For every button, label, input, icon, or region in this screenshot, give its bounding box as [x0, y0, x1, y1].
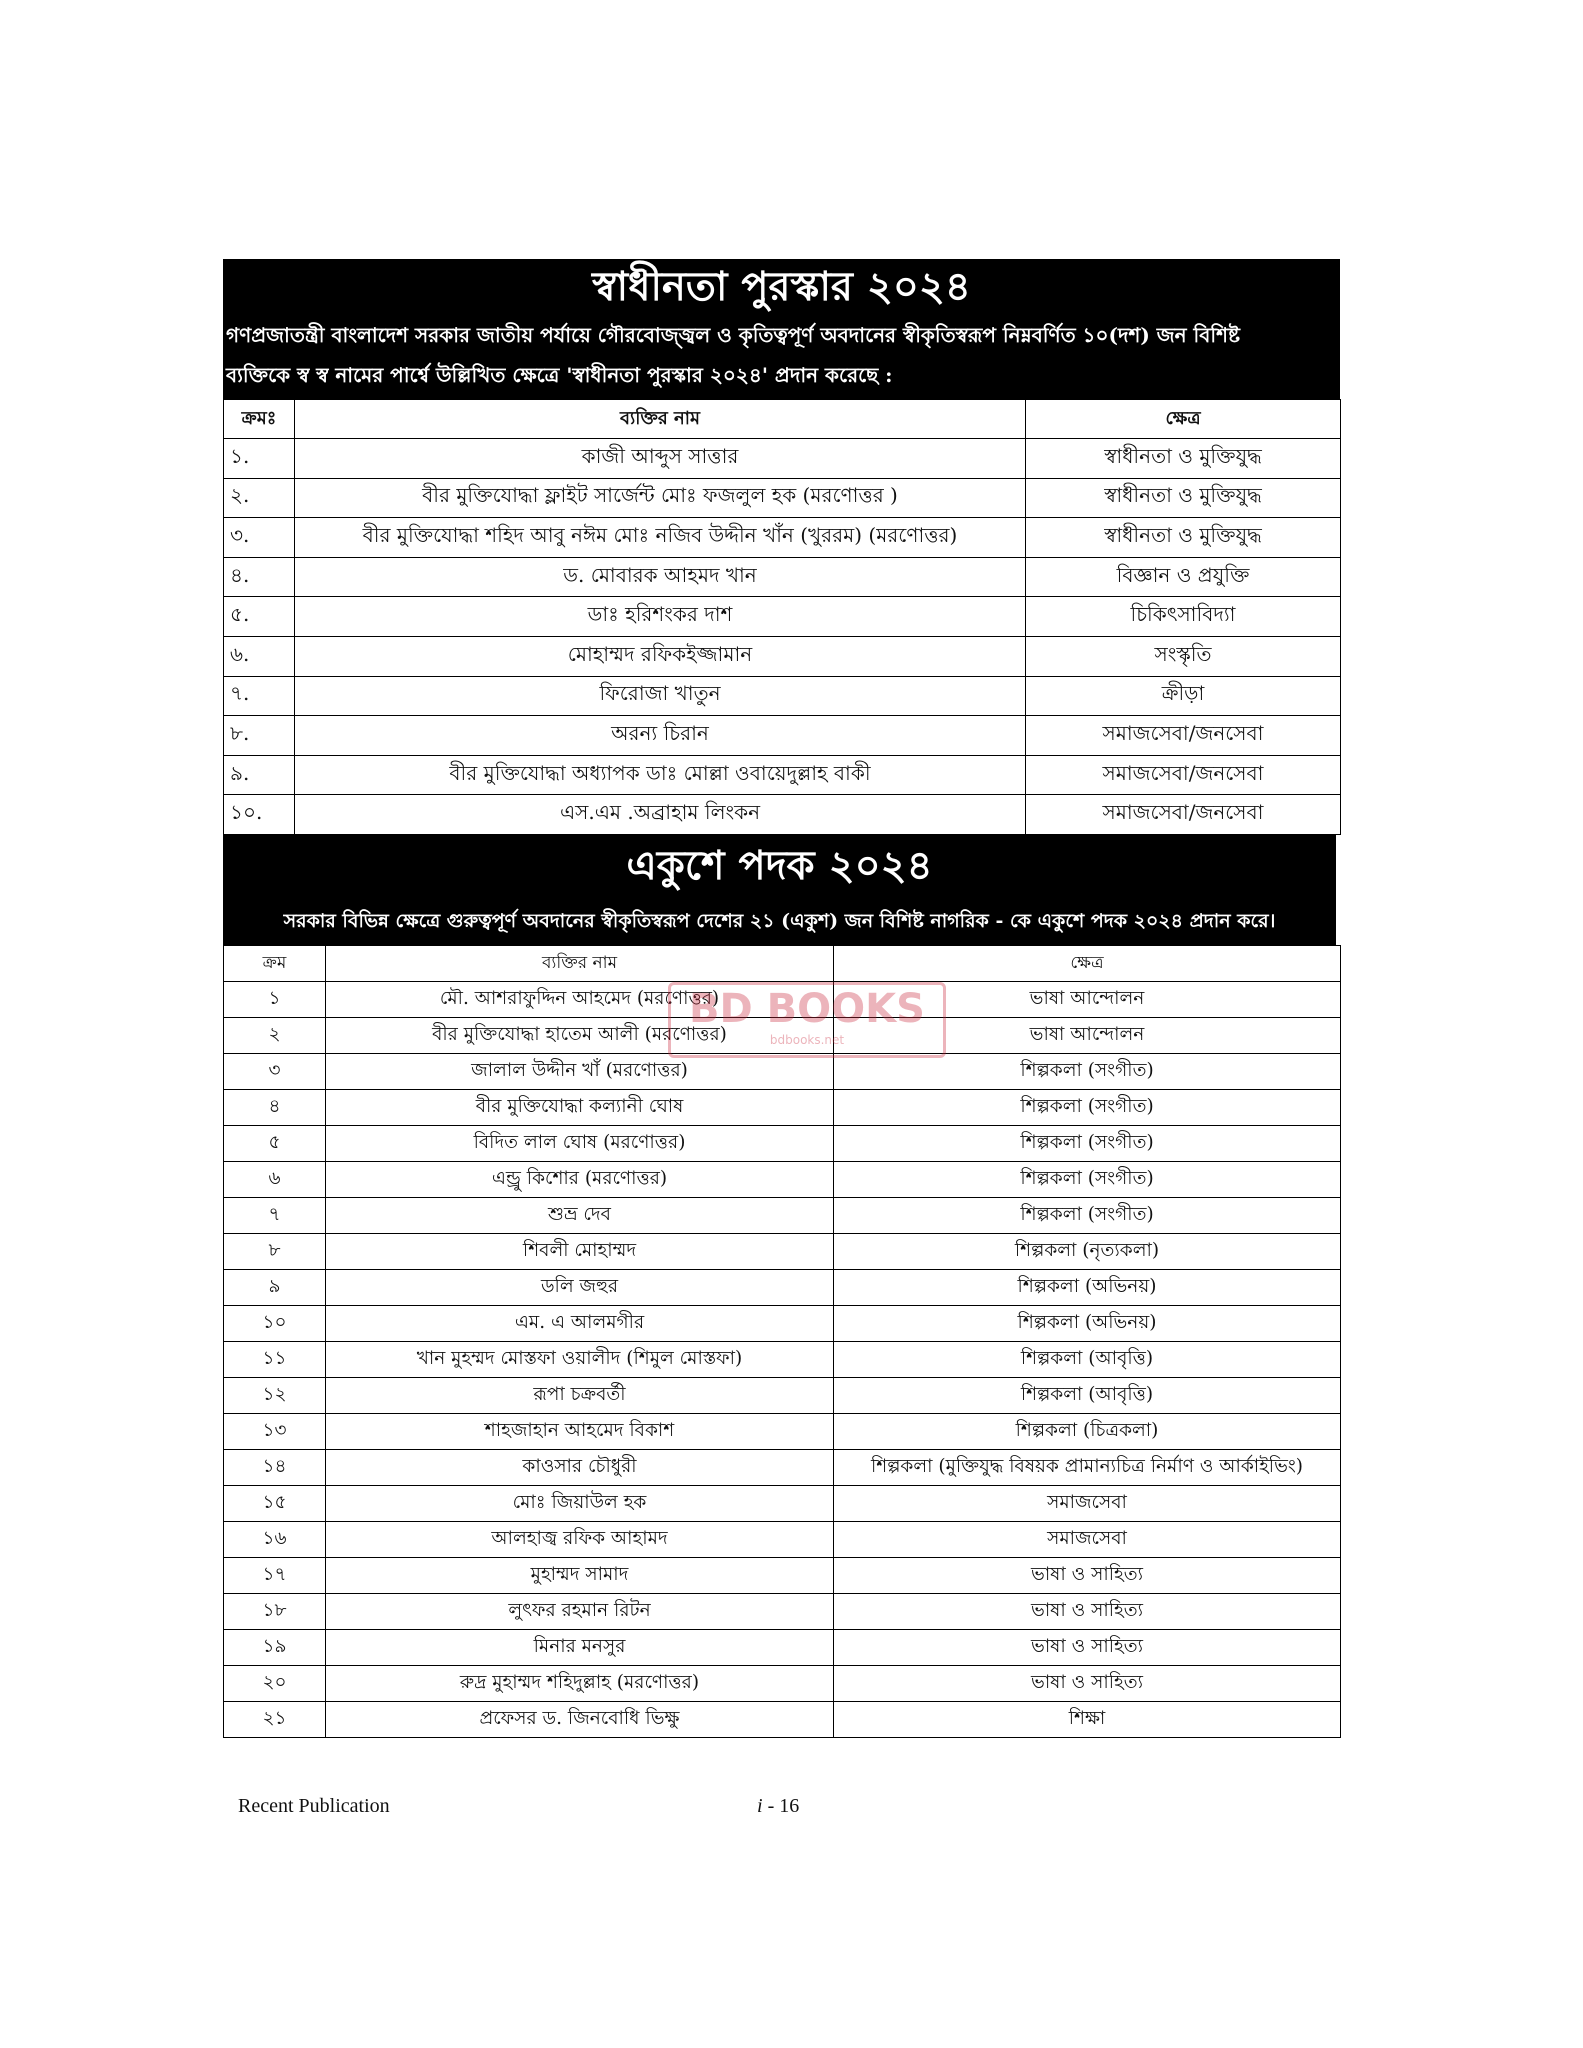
- row-field: শিল্পকলা (মুক্তিযুদ্ধ বিষয়ক প্রামান্যচিত্র নির্মাণ ও আর্কাইভিং): [834, 1450, 1341, 1486]
- row-name: বীর মুক্তিযোদ্ধা হাতেম আলী (মরণোত্তর): [326, 1018, 834, 1054]
- col-header-serial: ক্রমঃ: [224, 400, 295, 439]
- table-row: [224, 1378, 1341, 1414]
- col-header-field: ক্ষেত্র: [834, 946, 1341, 982]
- row-name: শুভ্র দেব: [326, 1198, 834, 1234]
- row-name: জালাল উদ্দীন খাঁ (মরণোত্তর): [326, 1054, 834, 1090]
- table-row: [224, 1666, 1341, 1702]
- row-serial: ৩: [224, 1054, 326, 1090]
- table-row: [224, 1270, 1341, 1306]
- ekushey-intro: সরকার বিভিন্ন ক্ষেত্রে গুরুত্বপূর্ণ অবদানের স্বীকৃতিস্বরূপ দেশের ২১ (একুশ) জন বিশিষ্ট নাগরিক - কে একুশে পদক ২০২৪ প্রদান করে।: [283, 910, 1276, 932]
- row-serial: ১০.: [224, 795, 295, 835]
- table-row: [224, 1162, 1341, 1198]
- col-header-name: ব্যক্তির নাম: [326, 946, 834, 982]
- table-row: [224, 439, 1341, 479]
- row-field: শিল্পকলা (নৃত্যকলা): [834, 1234, 1341, 1270]
- row-serial: ৭: [224, 1198, 326, 1234]
- row-serial: ১৩: [224, 1414, 326, 1450]
- watermark-site: bdbooks.net: [769, 1033, 845, 1047]
- table-row: [224, 1486, 1341, 1522]
- row-name: এম. এ আলমগীর: [326, 1306, 834, 1342]
- table-row: [224, 676, 1341, 716]
- watermark-name: BD BOOKS: [689, 986, 925, 1032]
- row-serial: ১৪: [224, 1450, 326, 1486]
- swadhinata-intro-line-1: গণপ্রজাতন্ত্রী বাংলাদেশ সরকার জাতীয় পর্যায়ে গৌরবোজ্জ্বল ও কৃতিত্বপূর্ণ অবদানের স্বীকৃতিস্বরূপ নিম্নবর্ণিত ১০(দশ) জন বিশিষ্ট: [226, 323, 1240, 347]
- table-row: [224, 1126, 1341, 1162]
- row-name: এস.এম .অব্রাহাম লিংকন: [295, 795, 1026, 835]
- row-name: রূপা চক্রবর্তী: [326, 1378, 834, 1414]
- row-serial: ১.: [224, 439, 295, 479]
- table-row: [224, 1414, 1341, 1450]
- table-row: [224, 1306, 1341, 1342]
- page-number-rest: - 16: [762, 1795, 800, 1817]
- table-row: [224, 1054, 1341, 1090]
- row-name: বীর মুক্তিযোদ্ধা ফ্লাইট সার্জেন্ট মোঃ ফজলুল হক (মরণোত্তর ): [295, 478, 1026, 518]
- page-number: [757, 1795, 799, 1818]
- row-serial: ১৬: [224, 1522, 326, 1558]
- row-name: বীর মুক্তিযোদ্ধা শহিদ আবু নঈম মোঃ নজিব উদ্দীন খাঁন (খুররম) (মরণোত্তর): [295, 518, 1026, 558]
- row-field: স্বাধীনতা ও মুক্তিযুদ্ধ: [1026, 518, 1341, 558]
- row-field: চিকিৎসাবিদ্যা: [1026, 597, 1341, 637]
- swadhinata-section: [223, 259, 1340, 835]
- row-name: বিদিত লাল ঘোষ (মরণোত্তর): [326, 1126, 834, 1162]
- row-field: সমাজসেবা: [834, 1522, 1341, 1558]
- row-name: শিবলী মোহাম্মদ: [326, 1234, 834, 1270]
- row-name: এন্ড্রু কিশোর (মরণোত্তর): [326, 1162, 834, 1198]
- row-name: ডাঃ হরিশংকর দাশ: [295, 597, 1026, 637]
- row-serial: ৪: [224, 1090, 326, 1126]
- row-name: মৌ. আশরাফুদ্দিন আহমেদ (মরণোত্তর): [326, 982, 834, 1018]
- row-serial: ৬: [224, 1162, 326, 1198]
- table-row: [224, 716, 1341, 756]
- row-field: সমাজসেবা/জনসেবা: [1026, 716, 1341, 756]
- row-serial: ৮: [224, 1234, 326, 1270]
- row-serial: ৯: [224, 1270, 326, 1306]
- row-name: শাহজাহান আহমেদ বিকাশ: [326, 1414, 834, 1450]
- row-name: খান মুহম্মদ মোস্তফা ওয়ালীদ (শিমুল মোস্তফা): [326, 1342, 834, 1378]
- table-row: [224, 597, 1341, 637]
- row-name: প্রফেসর ড. জিনবোধি ভিক্ষু: [326, 1702, 834, 1738]
- row-field: শিল্পকলা (সংগীত): [834, 1054, 1341, 1090]
- table-row: [224, 795, 1341, 835]
- ekushey-title: একুশে পদক ২০২৪: [626, 842, 933, 889]
- swadhinata-header-band: [223, 259, 1340, 399]
- row-field: শিল্পকলা (সংগীত): [834, 1162, 1341, 1198]
- row-name: কাওসার চৌধুরী: [326, 1450, 834, 1486]
- row-name: ফিরোজা খাতুন: [295, 676, 1026, 716]
- row-serial: ২১: [224, 1702, 326, 1738]
- col-header-field: ক্ষেত্র: [1026, 400, 1341, 439]
- row-name: ডলি জহুর: [326, 1270, 834, 1306]
- table-row: [224, 1018, 1341, 1054]
- row-name: অরন্য চিরান: [295, 716, 1026, 756]
- row-name: রুদ্র মুহাম্মদ শহিদুল্লাহ (মরণোত্তর): [326, 1666, 834, 1702]
- table-row: [224, 1522, 1341, 1558]
- row-name: মোহাম্মদ রফিকইজ্জামান: [295, 636, 1026, 676]
- row-serial: ৯.: [224, 755, 295, 795]
- ekushey-section: [223, 835, 1340, 1738]
- row-name: বীর মুক্তিযোদ্ধা কল্যানী ঘোষ: [326, 1090, 834, 1126]
- row-name: আলহাজ্ব রফিক আহামদ: [326, 1522, 834, 1558]
- table-row: [224, 1342, 1341, 1378]
- row-field: ক্রীড়া: [1026, 676, 1341, 716]
- row-field: শিক্ষা: [834, 1702, 1341, 1738]
- row-field: শিল্পকলা (আবৃত্তি): [834, 1342, 1341, 1378]
- table-header-row: [224, 400, 1341, 439]
- row-field: সংস্কৃতি: [1026, 636, 1341, 676]
- row-serial: ৫.: [224, 597, 295, 637]
- row-serial: ২.: [224, 478, 295, 518]
- row-field: সমাজসেবা/জনসেবা: [1026, 755, 1341, 795]
- row-name: মুহাম্মদ সামাদ: [326, 1558, 834, 1594]
- table-row: [224, 1702, 1341, 1738]
- row-field: শিল্পকলা (আবৃত্তি): [834, 1378, 1341, 1414]
- table-row: [224, 1198, 1341, 1234]
- page-number-prefix: i: [757, 1795, 763, 1817]
- row-name: মিনার মনসুর: [326, 1630, 834, 1666]
- row-name: মোঃ জিয়াউল হক: [326, 1486, 834, 1522]
- row-field: সমাজসেবা/জনসেবা: [1026, 795, 1341, 835]
- row-name: ড. মোবারক আহমদ খান: [295, 557, 1026, 597]
- row-serial: ৩.: [224, 518, 295, 558]
- row-field: ভাষা আন্দোলন: [834, 1018, 1341, 1054]
- row-field: শিল্পকলা (সংগীত): [834, 1198, 1341, 1234]
- row-field: ভাষা ও সাহিত্য: [834, 1594, 1341, 1630]
- footer-left: Recent Publication: [238, 1795, 390, 1817]
- row-serial: ৮.: [224, 716, 295, 756]
- row-serial: ৭.: [224, 676, 295, 716]
- row-field: ভাষা ও সাহিত্য: [834, 1558, 1341, 1594]
- row-field: ভাষা আন্দোলন: [834, 982, 1341, 1018]
- ekushey-table: [223, 945, 1341, 1738]
- row-serial: ৪.: [224, 557, 295, 597]
- table-row: [224, 557, 1341, 597]
- row-serial: ১০: [224, 1306, 326, 1342]
- table-row: [224, 478, 1341, 518]
- row-field: শিল্পকলা (চিত্রকলা): [834, 1414, 1341, 1450]
- table-row: [224, 636, 1341, 676]
- row-serial: ১৭: [224, 1558, 326, 1594]
- row-field: ভাষা ও সাহিত্য: [834, 1630, 1341, 1666]
- swadhinata-title: স্বাধীনতা পুরস্কার ২০২৪: [592, 263, 971, 310]
- col-header-serial: ক্রম: [224, 946, 326, 982]
- row-name: লুৎফর রহমান রিটন: [326, 1594, 834, 1630]
- table-row: [224, 1450, 1341, 1486]
- table-row: [224, 518, 1341, 558]
- row-field: স্বাধীনতা ও মুক্তিযুদ্ধ: [1026, 439, 1341, 479]
- row-field: শিল্পকলা (সংগীত): [834, 1126, 1341, 1162]
- table-row: [224, 1594, 1341, 1630]
- row-serial: ২০: [224, 1666, 326, 1702]
- row-field: সমাজসেবা: [834, 1486, 1341, 1522]
- row-field: শিল্পকলা (অভিনয়): [834, 1270, 1341, 1306]
- col-header-name: ব্যক্তির নাম: [295, 400, 1026, 439]
- row-serial: ১৫: [224, 1486, 326, 1522]
- row-field: শিল্পকলা (অভিনয়): [834, 1306, 1341, 1342]
- row-serial: ১: [224, 982, 326, 1018]
- row-serial: ১১: [224, 1342, 326, 1378]
- row-serial: ২: [224, 1018, 326, 1054]
- table-row: [224, 1234, 1341, 1270]
- row-name: কাজী আব্দুস সাত্তার: [295, 439, 1026, 479]
- swadhinata-table: [223, 399, 1341, 835]
- table-row: [224, 1558, 1341, 1594]
- row-field: শিল্পকলা (সংগীত): [834, 1090, 1341, 1126]
- table-header-row: [224, 946, 1341, 982]
- row-field: ভাষা ও সাহিত্য: [834, 1666, 1341, 1702]
- row-serial: ১৯: [224, 1630, 326, 1666]
- table-row: [224, 1630, 1341, 1666]
- row-field: বিজ্ঞান ও প্রযুক্তি: [1026, 557, 1341, 597]
- row-name: বীর মুক্তিযোদ্ধা অধ্যাপক ডাঃ মোল্লা ওবায়েদুল্লাহ বাকী: [295, 755, 1026, 795]
- swadhinata-intro-line-2: ব্যক্তিকে স্ব স্ব নামের পার্শ্বে উল্লিখিত ক্ষেত্রে 'স্বাধীনতা পুরস্কার ২০২৪' প্রদান করেছে :: [226, 363, 893, 387]
- row-serial: ১২: [224, 1378, 326, 1414]
- table-row: [224, 755, 1341, 795]
- row-serial: ৬.: [224, 636, 295, 676]
- table-row: [224, 1090, 1341, 1126]
- row-serial: ১৮: [224, 1594, 326, 1630]
- ekushey-header-band: [223, 835, 1336, 945]
- row-field: স্বাধীনতা ও মুক্তিযুদ্ধ: [1026, 478, 1341, 518]
- row-serial: ৫: [224, 1126, 326, 1162]
- table-row: [224, 982, 1341, 1018]
